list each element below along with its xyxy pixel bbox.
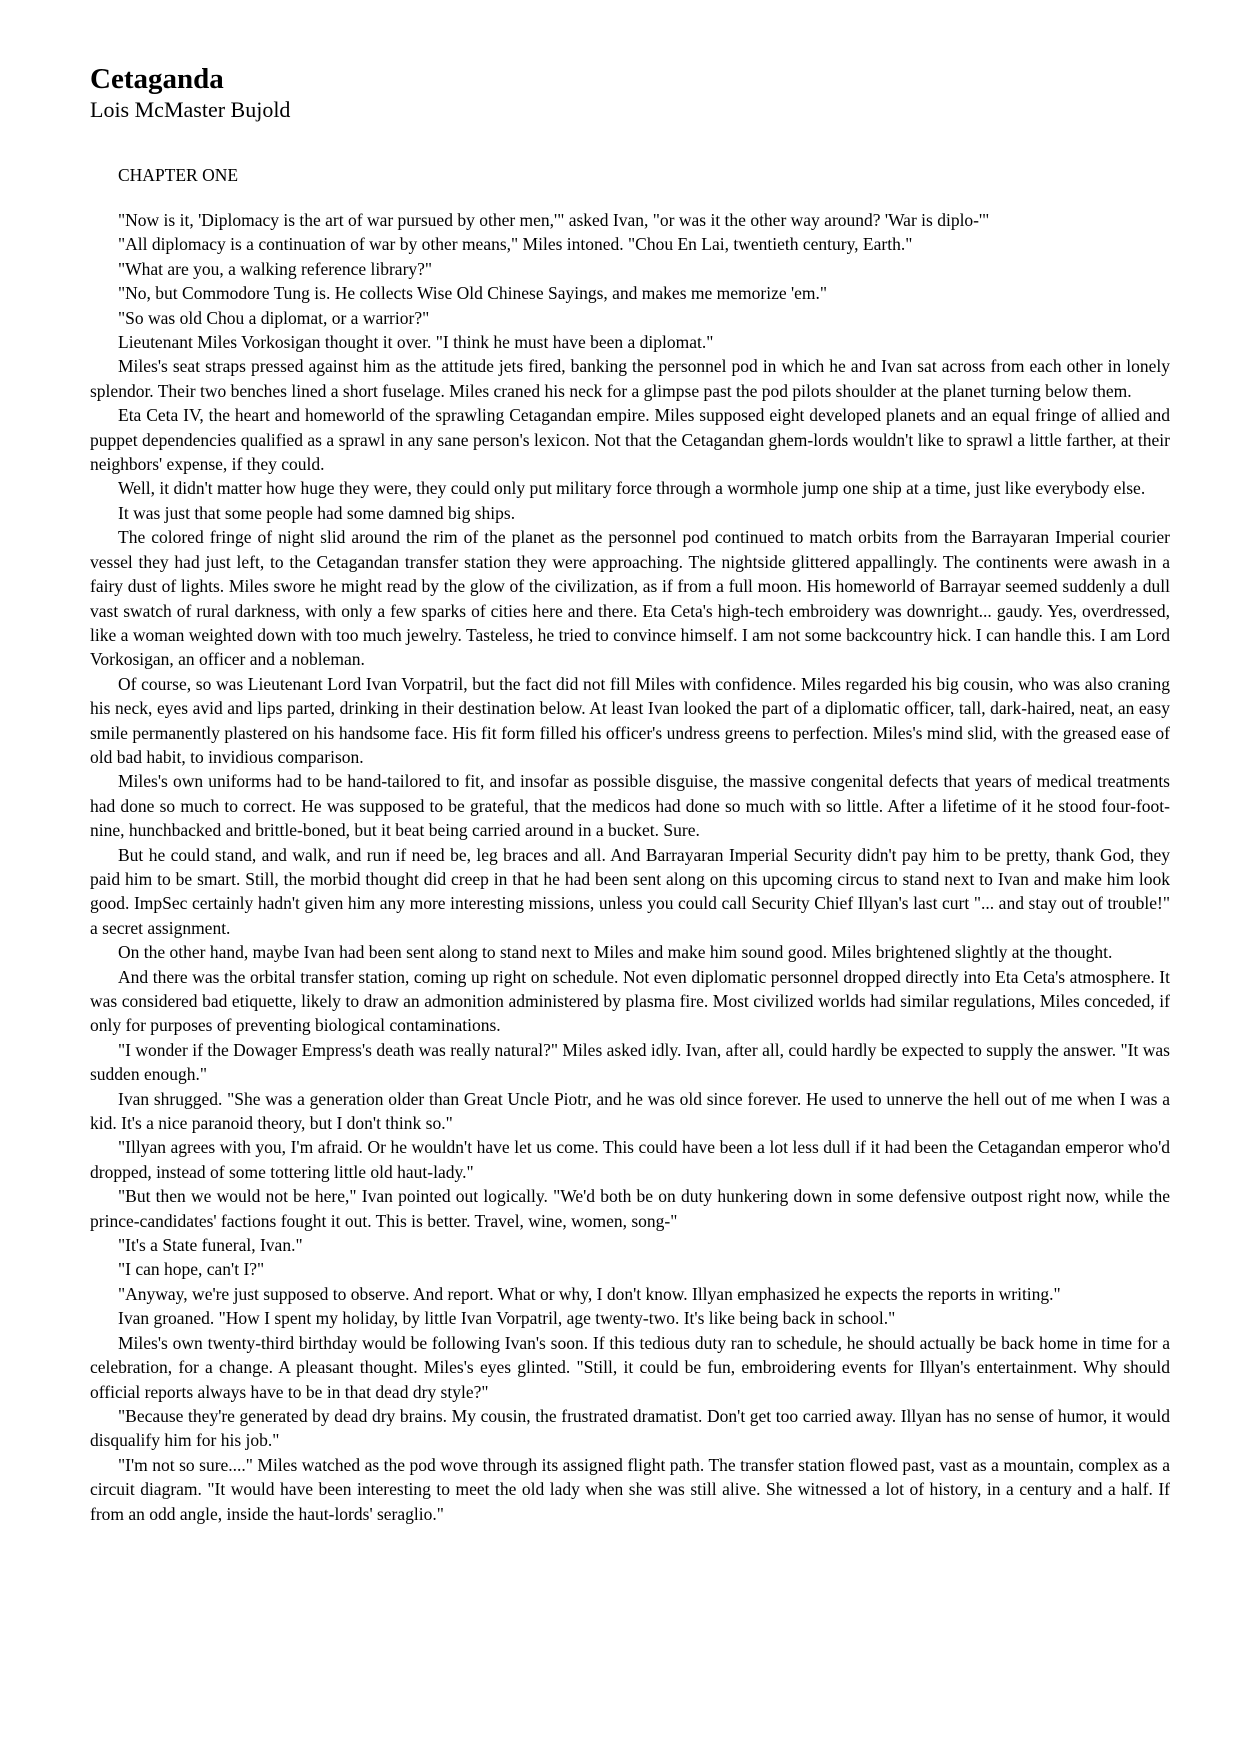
- paragraph: And there was the orbital transfer station, coming up right on schedule. Not even diplomatic personnel dropped directly into Eta Ceta's atmosphere. It was considered bad etiquette, likely to draw an admonition administered by plasma fire. Most civilized worlds had similar regulations, Miles conceded, if only for purposes of preventing biological contaminations.: [90, 966, 1170, 1036]
- paragraph: Miles's seat straps pressed against him as the attitude jets fired, banking the personnel pod in which he and Ivan sat across from each other in lonely splendor. Their two benches lined a short fuselage. Miles craned his neck for a glimpse past the pod pilots shoulder at the planet turning below them.: [90, 356, 1170, 401]
- chapter-body: [90, 208, 1170, 1526]
- paragraph: "Anyway, we're just supposed to observe. And report. What or why, I don't know. Illyan emphasized he expects the reports in writing.": [118, 1283, 1061, 1304]
- book-author: Lois McMaster Bujold: [90, 97, 291, 122]
- paragraph: On the other hand, maybe Ivan had been sent along to stand next to Miles and make him sound good. Miles brightened slightly at the thought.: [118, 942, 1113, 963]
- paragraph: "So was old Chou a diplomat, or a warrior?": [118, 307, 430, 328]
- paragraph: "It's a State funeral, Ivan.": [118, 1235, 303, 1256]
- paragraph: Ivan shrugged. "She was a generation older than Great Uncle Piotr, and he was old since forever. He used to unnerve the hell out of me when I was a kid. It's a nice paranoid theory, but I don't think so.": [90, 1088, 1170, 1134]
- paragraph: "Now is it, 'Diplomacy is the art of war pursued by other men,'" asked Ivan, "or was it the other way around? 'War is diplo-'": [118, 210, 990, 230]
- document-page: [90, 62, 1170, 1526]
- paragraph: Miles's own uniforms had to be hand-tailored to fit, and insofar as possible disguise, the massive congenital defects that years of medical treatments had done so much to correct. He was supposed to be grateful, that the medicos had done so much with so little. After a lifetime of it he stood four-foot-nine, hunchbacked and brittle-boned, but it beat being carried around in a bucket. Sure.: [90, 771, 1170, 841]
- paragraph: "Illyan agrees with you, I'm afraid. Or he wouldn't have let us come. This could have been a lot less dull if it had been the Cetagandan emperor who'd dropped, instead of some tottering little old haut-lady.": [90, 1137, 1170, 1182]
- paragraph: Well, it didn't matter how huge they were, they could only put military force through a wormhole jump one ship at a time, just like everybody else.: [118, 478, 1146, 499]
- paragraph: The colored fringe of night slid around the rim of the planet as the personnel pod continued to match orbits from the Barrayaran Imperial courier vessel they had just left, to the Cetagandan transfer station they were approaching. The nightside glittered appallingly. The continents were awash in a fairy dust of lights. Miles swore he might read by the glow of the civilization, as if from a full moon. His homeworld of Barrayar seemed suddenly a dull vast swatch of rural darkness, with only a few sparks of cities here and there. Eta Ceta's high-tech embroidery was downright... gaudy. Yes, overdressed, like a woman weighted down with too much jewelry. Tasteless, he tried to convince himself. I am not some backcountry hick. I can handle this. I am Lord Vorkosigan, an officer and a nobleman.: [90, 527, 1170, 670]
- chapter-heading: CHAPTER ONE: [118, 165, 239, 185]
- paragraph: "What are you, a walking reference library?": [118, 258, 433, 279]
- paragraph: Of course, so was Lieutenant Lord Ivan Vorpatril, but the fact did not fill Miles with confidence. Miles regarded his big cousin, who was also craning his neck, eyes avid and lips parted, drinking in their destination below. At least Ivan looked the part of a diplomatic officer, tall, dark-haired, neat, an easy smile permanently plastered on his handsome face. His fit form filled his officer's undress greens to perfection. Miles's mind slid, with the greased ease of old bad habit, to invidious comparison.: [90, 673, 1170, 767]
- paragraph: Eta Ceta IV, the heart and homeworld of the sprawling Cetagandan empire. Miles supposed eight developed planets and an equal fringe of allied and puppet dependencies qualified as a sprawl in any sane person's lexicon. Not that the Cetagandan ghem-lords wouldn't like to sprawl a little farther, at their neighbors' expense, if they could.: [90, 405, 1170, 475]
- paragraph: "I wonder if the Dowager Empress's death was really natural?" Miles asked idly. Ivan, after all, could hardly be expected to supply the answer. "It was sudden enough.": [90, 1039, 1170, 1085]
- paragraph: Miles's own twenty-third birthday would be following Ivan's soon. If this tedious duty ran to schedule, he should actually be back home in time for a celebration, for a change. A pleasant thought. Miles's eyes glinted. "Still, it could be fun, embroidering events for Illyan's entertainment. Why should official reports always have to be in that dead dry style?": [90, 1332, 1170, 1402]
- paragraph: "No, but Commodore Tung is. He collects Wise Old Chinese Sayings, and makes me memorize 'em.": [118, 283, 828, 304]
- paragraph: "But then we would not be here," Ivan pointed out logically. "We'd both be on duty hunkering down in some defensive outpost right now, while the prince-candidates' factions fought it out. This is better. Travel, wine, women, song-": [90, 1186, 1170, 1231]
- paragraph: "Because they're generated by dead dry brains. My cousin, the frustrated dramatist. Don't get too carried away. Illyan has no sense of humor, it would disqualify him for his job.": [90, 1405, 1170, 1451]
- paragraph: "I'm not so sure...." Miles watched as the pod wove through its assigned flight path. The transfer station flowed past, vast as a mountain, complex as a circuit diagram. "It would have been interesting to meet the old lady when she was still alive. She witnessed a lot of history, in a century and a half. If from an odd angle, inside the haut-lords' seraglio.": [90, 1454, 1170, 1524]
- book-title: Cetaganda: [90, 63, 224, 95]
- paragraph: "I can hope, can't I?": [118, 1259, 265, 1280]
- paragraph: Ivan groaned. "How I spent my holiday, by little Ivan Vorpatril, age twenty-two. It's like being back in school.": [118, 1308, 896, 1329]
- paragraph: Lieutenant Miles Vorkosigan thought it over. "I think he must have been a diplomat.": [118, 332, 714, 353]
- paragraph: But he could stand, and walk, and run if need be, leg braces and all. And Barrayaran Imperial Security didn't pay him to be pretty, thank God, they paid him to be smart. Still, the morbid thought did creep in that he had been sent along on this upcoming circus to stand next to Ivan and make him look good. ImpSec certainly hadn't given him any more interesting missions, unless you could call Security Chief Illyan's last curt "... and stay out of trouble!" a secret assignment.: [90, 844, 1170, 938]
- paragraph: It was just that some people had some damned big ships.: [118, 502, 516, 523]
- paragraph: "All diplomacy is a continuation of war by other means," Miles intoned. "Chou En Lai, twentieth century, Earth.": [118, 234, 913, 255]
